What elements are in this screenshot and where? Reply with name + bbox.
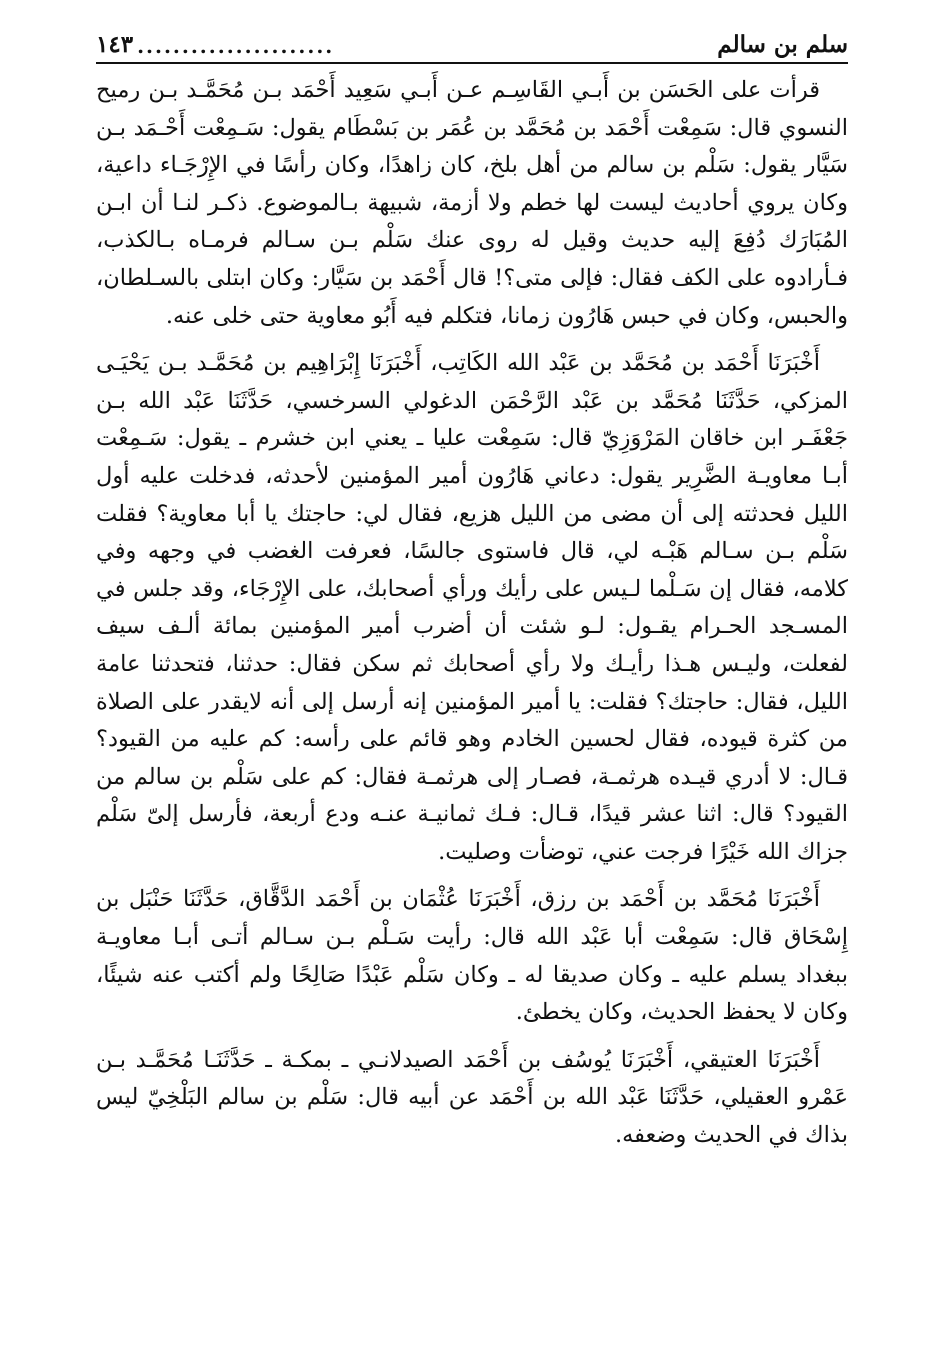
- paragraph-4: أَخْبَرَنَا العتيقي، أَخْبَرَنَا يُوسُف بن أَحْمَد الصيدلانـي ـ بمكـة ـ حَدَّثَنَـا مُحَمَّـد بـن عَمْرو العقيلي، حَدَّثَنَا عَبْد الله بن أَحْمَد عن أبيه قال: سَلْم بن سالم البَلْخِيّ ليس بذاك في الحديث وضعفه.: [96, 1046, 848, 1149]
- running-title: سلم بن سالم: [717, 31, 848, 58]
- paragraph-3: أَخْبَرَنَا مُحَمَّد بن أَحْمَد بن رزق، أَخْبَرَنَا عُثْمَان بن أَحْمَد الدَّقَّاق، حَدَّثَنَا حَنْبَل بن إِسْحَاق قال: سَمِعْت أبا عَبْد الله قال: رأيت سَـلْم بـن سـالم أتـى أبـا معاويـة ببغداد يسلم عليه ـ وكان صديقا له ـ وكان سَلْم عَبْدًا صَالِحًا ولم أكتب عنه شيئًا، وكان لا يحفظ الحديث، وكان يخطئ.: [96, 886, 848, 1026]
- paragraph-1: قرأت على الحَسَن بن أَبـي القَاسِـم عـن أَبـي سَعِيد أَحْمَد بـن مُحَمَّـد بـن رميح النسوي قال: سَمِعْت أَحْمَد بن مُحَمَّد بن عُمَر بن بَسْطَام يقول: سَـمِعْت أَحْـمَد بـن سَيَّار يقول: سَلْم بن سالم من أهل بلخ، كان زاهدًا، وكان رأسًا في الإِرْجَـاء داعية، وكان يروي أحاديث ليست لها خطم ولا أزمة، شبيهة بـالموضوع. ذكـر لنـا أن ابـن المُبَارَك دُفِعَ إليه حديث وقيل له روى عنك سَلْم بـن سـالم فرمـاه بـالكذب، فـأرادوه على الكف فقال: فإلى متى؟! قال أَحْمَد بن سَيَّار: وكان ابتلى بالسـلطان، والحبس، وكان في حبس هَارُون زمانا، فتكلم فيه أَبُو معاوية حتى خلى عنه.: [96, 77, 848, 329]
- page-number-group: [96, 31, 334, 58]
- page-number: ١٤٣: [96, 31, 134, 58]
- book-page: [96, 20, 848, 1340]
- paragraph-2: أَخْبَرَنَا أَحْمَد بن مُحَمَّد بن عَبْد الله الكَاتِب، أَخْبَرَنَا إِبْرَاهِيم بن مُحَمَّـد بـن يَحْيَـى المزكي، حَدَّثَنَا مُحَمَّد بن عَبْد الرَّحْمَن الدغولي السرخسي، حَدَّثَنَا عَبْد الله بـن جَعْفَـر ابن خاقان المَرْوَزِيّ قال: سَمِعْت عليا ـ يعني ابن خشرم ـ يقول: سَـمِعْت أبـا معاويـة الضَّرِير يقول: دعاني هَارُون أمير المؤمنين لأحدثه، فدخلت عليه أول الليل فحدثته إلى أن مضى من الليل هزيع، فقال لي: حاجتك يا أبا معاوية؟ فقلت سَلْم بـن سـالم هَبْـه لي، قال فاستوى جالسًا، فعرفت الغضب في وجهه وفي كلامه، فقال إن سَـلْما لـيس على رأيك ورأي أصحابك، على الإِرْجَاء، وقد جلس في المسـجد الحـرام يقـول: لـو شئت أن أضرب أمير المؤمنين بمائة ألـف سيف لفعلت، وليـس هـذا رأيـك ولا رأي أصحابك ثم سكن فقال: حدثنا، فتحدثنا عامة الليل، فقال: حاجتك؟ فقلت: يا أمير المؤمنين إنه أرسل إلى أنه لايقدر على الصلاة من كثرة قيوده، فقال لحسين الخادم وهو قائم على رأسه: كم عليه من القيود؟ قـال: لا أدري قيـده هرثمـة، فصـار إلى هرثمـة فقال: كم على سَلْم بن سالم من القيود؟ قال: اثنا عشر قيدًا، قـال: فـك ثمانيـة عنـه ودع أربعة، فأرسل إلىّ سَلْم جزاك الله خَيْرًا فرجت عني، توضأت وصليت.: [96, 350, 848, 865]
- page-body: [96, 72, 848, 1155]
- leader-dots: ......................: [137, 34, 335, 58]
- page-header: [96, 20, 848, 64]
